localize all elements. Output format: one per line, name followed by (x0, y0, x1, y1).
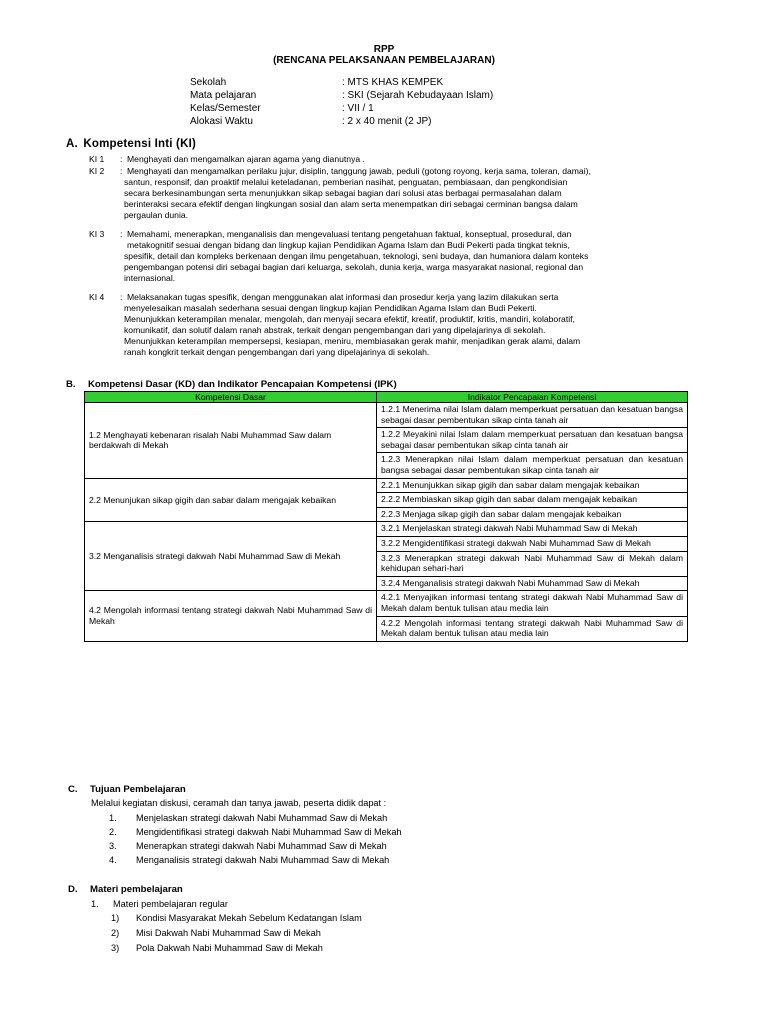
identity-label: Mata pelajaran (190, 90, 257, 101)
ki-code: KI 1 (89, 154, 105, 164)
identity-label: Sekolah (190, 77, 227, 88)
ipk-cell: 3.2.2 Mengidentifikasi strategi dakwah Nabi Muhammad Saw di Mekah (377, 536, 688, 551)
column-header-ipk: Indikator Pencapaian Kompetensi (377, 392, 688, 403)
list-number: 1) (111, 913, 120, 923)
ki-text (124, 229, 689, 284)
kd-cell: 2.2 Menunjukan sikap gigih dan sabar dalam mengajak kebaikan (85, 478, 377, 522)
section-letter: D. (68, 884, 78, 895)
ki-line: metakognitif sesuai dengan bidang dan lingkup kajian Pendidikan Agama Islam dan Budi Pekerti pada tingkat teknis, (127, 239, 570, 250)
ki-line: Menunjukkan keterampilan mempersepsi, kesiapan, meniru, membiasakan gerak mahir, menjadikan gerak alami, dalam (124, 335, 581, 346)
identity-label: Alokasi Waktu (190, 116, 253, 127)
ki-line: secara berkesinambungan serta menunjukkan sikap sebagai bagian dari solusi atas berbagai permasalahan dalam (124, 187, 562, 198)
ki-colon: : (120, 229, 123, 239)
identity-value: : MTS KHAS KEMPEK (342, 77, 444, 88)
list-text: Materi pembelajaran regular (113, 899, 228, 909)
ki-line: menyelesaikan masalah sederhana sesuai dengan lingkup kajian Pendidikan Agama Islam dan Budi Pekerti. (124, 302, 537, 313)
ki-line: spesifik, detail dan kompleks berkenaan dengan ilmu pengetahuan, teknologi, seni budaya, dan humaniora dalam konteks (124, 250, 589, 261)
table-row (85, 591, 688, 616)
kd-ipk-table (84, 391, 688, 642)
table-header-row (85, 392, 688, 403)
ki-colon: : (120, 154, 123, 164)
list-text: Menganalisis strategi dakwah Nabi Muhammad Saw di Mekah (136, 855, 390, 865)
identity-value: : VII / 1 (342, 103, 374, 114)
ki-colon: : (120, 166, 123, 176)
section-letter: C. (68, 784, 78, 795)
table-row (85, 403, 688, 428)
section-title: Kompetensi Inti (KI) (83, 138, 197, 150)
section-title: Tujuan Pembelajaran (90, 784, 186, 795)
ki-line: berinteraksi secara efektif dengan lingkungan sosial dan alam serta menempatkan diri sebagai cerminan bangsa dalam (124, 198, 578, 209)
ki-colon: : (120, 292, 123, 302)
identity-row-time (190, 116, 710, 128)
identity-value: : SKI (Sejarah Kebudayaan Islam) (342, 90, 494, 101)
section-title: Materi pembelajaran (90, 884, 183, 895)
identity-row-school (190, 77, 710, 89)
ipk-cell: 4.2.1 Menyajikan informasi tentang strategi dakwah Nabi Muhammad Saw di Mekah dalam bentuk tulisan atau media lain (377, 591, 688, 616)
list-number: 2. (109, 827, 117, 837)
table-row (85, 478, 688, 493)
section-title: Kompetensi Dasar (KD) dan Indikator Pencapaian Kompetensi (IPK) (88, 379, 397, 390)
ki-line: internasional. (124, 272, 176, 283)
list-text: Mengidentifikasi strategi dakwah Nabi Muhammad Saw di Mekah (136, 827, 402, 837)
list-number: 1. (91, 899, 99, 909)
ipk-cell: 3.2.3 Menerapkan strategi dakwah Nabi Muhammad Saw di Mekah dalam kehidupan sehari-hari (377, 551, 688, 576)
kd-cell: 3.2 Menganalisis strategi dakwah Nabi Muhammad Saw di Mekah (85, 522, 377, 591)
ki-line: pengembangan potensi diri sebagai bagian dari keluarga, sekolah, dunia kerja, warga masyarakat nasional, regional dan (124, 261, 584, 272)
ki-line: santun, responsif, dan proaktif melalui keteladanan, pemberian nasihat, penguatan, pembiasaan, dan pengkondisian (124, 176, 568, 187)
identity-value: : 2 x 40 menit (2 JP) (342, 116, 432, 127)
kd-cell: 4.2 Mengolah informasi tentang strategi dakwah Nabi Muhammad Saw di Mekah (85, 591, 377, 641)
list-text: Menjelaskan strategi dakwah Nabi Muhammad Saw di Mekah (136, 813, 388, 823)
identity-row-subject (190, 90, 710, 102)
kd-cell: 1.2 Menghayati kebenaran risalah Nabi Muhammad Saw dalam berdakwah di Mekah (85, 403, 377, 479)
ki-line: pergaulan dunia. (124, 209, 189, 220)
list-number: 1. (109, 813, 117, 823)
ki-line: Menghayati dan mengamalkan perilaku jujur, disiplin, tanggung jawab, peduli (gotong royong, kerja sama, toleran, damai), (127, 166, 591, 176)
ki-line: Memahami, menerapkan, menganalisis dan mengevaluasi tentang pengetahuan faktual, konseptual, prosedural, dan (127, 229, 572, 239)
ki-line: komunikatif, dan solutif dalam ranah abstrak, terkait dengan pengembangan dari yang dipelajarinya di sekolah. (124, 324, 546, 335)
identity-row-class (190, 103, 710, 115)
list-text: Menerapkan strategi dakwah Nabi Muhammad Saw di Mekah (136, 841, 387, 851)
ki-text (124, 292, 689, 357)
list-number: 3) (111, 943, 120, 953)
list-text: Pola Dakwah Nabi Muhammad Saw di Mekah (136, 943, 323, 953)
section-c-intro: Melalui kegiatan diskusi, ceramah dan tanya jawab, peserta didik dapat : (91, 798, 387, 808)
table-row (85, 522, 688, 537)
doc-title: RPP (373, 44, 395, 55)
ki-line: Menunjukkan keterampilan menalar, mengolah, dan menyaji secara efektif, kreatif, produktif, kritis, mandiri, kolaboratif, (124, 313, 575, 324)
ki-code: KI 4 (89, 292, 105, 302)
identity-label: Kelas/Semester (190, 103, 261, 114)
doc-subtitle: (RENCANA PELAKSANAAN PEMBELAJARAN) (273, 55, 495, 66)
ipk-cell: 4.2.2 Mengolah informasi tentang strategi dakwah Nabi Muhammad Saw di Mekah dalam bentuk tulisan atau media lain (377, 616, 688, 641)
list-text: Kondisi Masyarakat Mekah Sebelum Kedatangan Islam (136, 913, 362, 923)
section-letter: B. (66, 379, 76, 390)
ipk-cell: 1.2.3 Menerapkan nilai Islam dalam memperkuat persatuan dan kesatuan bangsa sebagai dasar pembentukan sikap cinta tanah air (377, 453, 688, 478)
ipk-cell: 1.2.1 Menerima nilai Islam dalam memperkuat persatuan dan kesatuan bangsa sebagai dasar pembentukan sikap cinta tanah air (377, 403, 688, 428)
ki-code: KI 3 (89, 229, 105, 239)
ipk-cell: 2.2.1 Menunjukkan sikap gigih dan sabar dalam mengajak kebaikan (377, 478, 688, 493)
list-number: 2) (111, 928, 120, 938)
ipk-cell: 3.2.1 Menjelaskan strategi dakwah Nabi Muhammad Saw di Mekah (377, 522, 688, 537)
ki-line: Melaksanakan tugas spesifik, dengan menggunakan alat informasi dan prosedur kerja yang lazim dilakukan serta (127, 292, 559, 302)
ki-code: KI 2 (89, 166, 105, 176)
ipk-cell: 2.2.3 Menjaga sikap gigih dan sabar dalam mengajak kebaikan (377, 507, 688, 522)
ipk-cell: 2.2.2 Membiaskan sikap gigih dan sabar dalam mengajak kebaikan (377, 493, 688, 508)
ipk-cell: 3.2.4 Menganalisis strategi dakwah Nabi Muhammad Saw di Mekah (377, 576, 688, 591)
section-letter: A. (66, 138, 78, 150)
ki-text (124, 166, 689, 221)
section-a-heading (66, 138, 196, 150)
list-number: 3. (109, 841, 117, 851)
ki-line: Menghayati dan mengamalkan ajaran agama yang dianutnya . (127, 154, 365, 164)
column-header-kd: Kompetensi Dasar (85, 392, 377, 403)
ipk-cell: 1.2.2 Meyakini nilai Islam dalam memperkuat persatuan dan kesatuan bangsa sebagai dasar pembentukan sikap cinta tanah air (377, 428, 688, 453)
list-text: Misi Dakwah Nabi Muhammad Saw di Mekah (136, 928, 321, 938)
list-number: 4. (109, 855, 117, 865)
ki-line: ranah kongkrit terkait dengan pengembangan dari yang dipelajarinya di sekolah. (124, 346, 430, 357)
ki-text (127, 154, 689, 165)
